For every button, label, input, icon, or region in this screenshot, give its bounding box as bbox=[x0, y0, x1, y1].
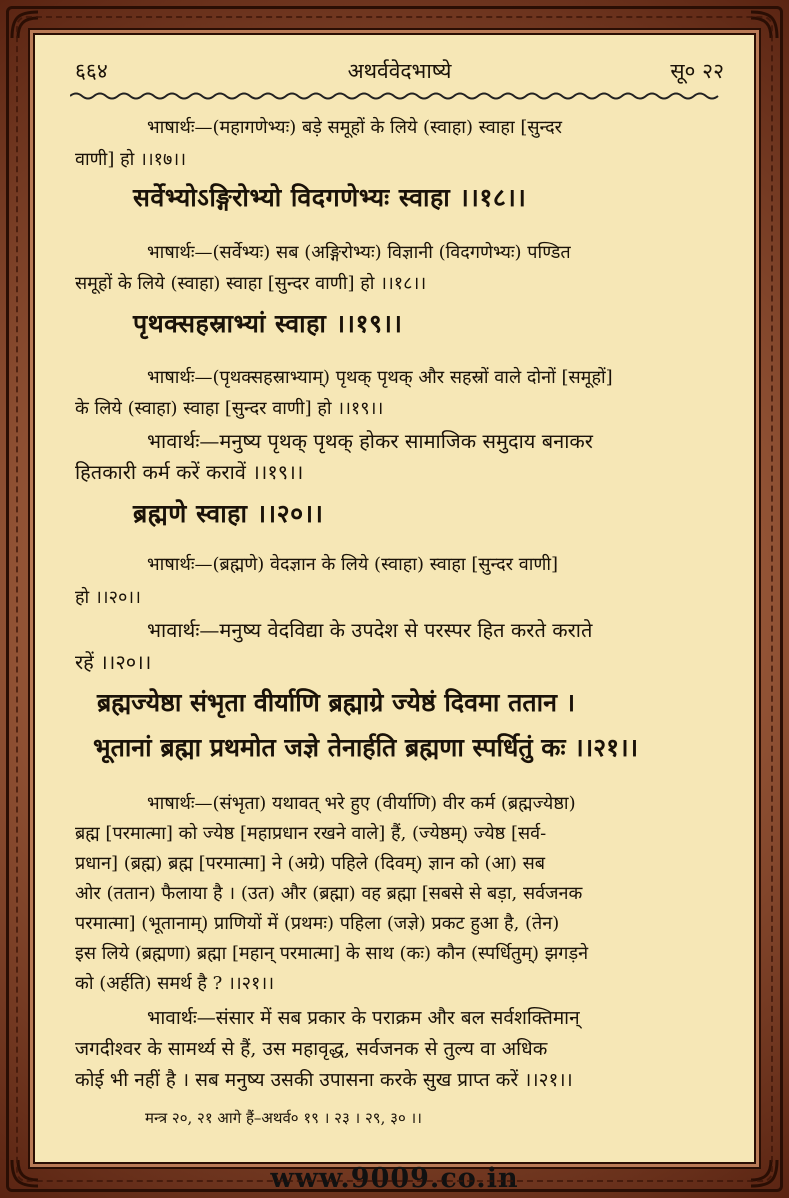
text-line: जगदीश्वर के सामर्थ्य से हैं, उस महावृद्ध, सर्वजनक से तुल्य वा अधिक bbox=[75, 1038, 548, 1060]
sukta-number: सू० २२ bbox=[670, 59, 724, 83]
page-header bbox=[75, 57, 724, 87]
text-line: भाषार्थः—(महागणेभ्यः) बड़े समूहों के लिये (स्वाहा) स्वाहा [सुन्दर bbox=[147, 117, 563, 138]
footnote: मन्त्र २०, २१ आगे हैं–अथर्व० १९ । २३ । २९, ३० ।। bbox=[145, 1109, 422, 1127]
text-line: भावार्थः—मनुष्य वेदविद्या के उपदेश से परस्पर हित करते कराते bbox=[147, 618, 593, 642]
text-line: परमात्मा] (भूतानाम्) प्राणियों में (प्रथमः) पहिला (जज्ञे) प्रकट हुआ है, (तेन) bbox=[75, 913, 560, 934]
mantra-line: ब्रह्मज्येष्ठा संभृता वीर्याणि ब्रह्माग्रे ज्येष्ठं दिवमा ततान । bbox=[97, 688, 576, 717]
book-title: अथर्ववेदभाष्ये bbox=[347, 59, 452, 83]
text-line: इस लिये (ब्रह्मणा) ब्रह्मा [महान् परमात्मा] के साथ (कः) कौन (स्पर्धितुम्) झगड़ने bbox=[75, 943, 589, 964]
text-line: के लिये (स्वाहा) स्वाहा [सुन्दर वाणी] हो ।।१९।। bbox=[75, 398, 384, 419]
page-number: ६६४ bbox=[75, 59, 108, 83]
text-line: हितकारी कर्म करें करावें ।।१९।। bbox=[75, 460, 304, 484]
text-line: वाणी] हो ।।१७।। bbox=[75, 149, 187, 170]
text-line: समूहों के लिये (स्वाहा) स्वाहा [सुन्दर वाणी] हो ।।१८।। bbox=[75, 273, 427, 294]
mantra-line: सर्वेभ्योऽङ्गिरोभ्यो विदगणेभ्यः स्वाहा ।।१८।। bbox=[133, 183, 527, 212]
text-line: भावार्थः—मनुष्य पृथक् पृथक् होकर सामाजिक समुदाय बनाकर bbox=[147, 429, 593, 453]
text-line: कोई भी नहीं है । सब मनुष्य उसकी उपासना करके सुख प्राप्त करें ।।२१।। bbox=[75, 1069, 573, 1091]
text-line: भाषार्थः—(पृथक्सहस्राभ्याम्) पृथक् पृथक् और सहस्रों वाले दोनों [समूहों] bbox=[147, 367, 613, 388]
text-line: ब्रह्म [परमात्मा] को ज्येष्ठ [महाप्रधान रखने वाले] हैं, (ज्येष्ठम्) ज्येष्ठ [सर्व- bbox=[75, 823, 547, 844]
text-line: ओर (ततान) फैलाया है । (उत) और (ब्रह्मा) वह ब्रह्मा [सबसे से बड़ा, सर्वजनक bbox=[75, 883, 583, 904]
text-line: रहें ।।२०।। bbox=[75, 650, 152, 674]
mantra-line: ब्रह्मणे स्वाहा ।।२०।। bbox=[133, 499, 324, 528]
book-page bbox=[35, 35, 754, 1162]
corner-ornament-icon bbox=[747, 8, 781, 42]
mantra-line: भूतानां ब्रह्मा प्रथमोत जज्ञे तेनार्हति ब्रह्मणा स्पर्धितुं कः ।।२१।। bbox=[93, 733, 639, 762]
corner-ornament-icon bbox=[8, 8, 42, 42]
text-line: भाषार्थः—(सर्वेभ्यः) सब (अङ्गिरोभ्यः) विज्ञानी (विदगणेभ्यः) पण्डित bbox=[147, 242, 571, 263]
text-line: भावार्थः—संसार में सब प्रकार के पराक्रम और बल सर्वशक्तिमान् bbox=[147, 1007, 580, 1029]
text-line: को (अर्हति) समर्थ है ? ।।२१।। bbox=[75, 973, 275, 994]
header-divider bbox=[70, 91, 726, 101]
text-line: भाषार्थः—(संभृता) यथावत् भरे हुए (वीर्याणि) वीर कर्म (ब्रह्मज्येष्ठा) bbox=[147, 793, 576, 814]
mantra-line: पृथक्सहस्राभ्यां स्वाहा ।।१९।। bbox=[133, 309, 403, 338]
text-line: भाषार्थः—(ब्रह्मणे) वेदज्ञान के लिये (स्वाहा) स्वाहा [सुन्दर वाणी] bbox=[147, 554, 559, 575]
text-line: हो ।।२०।। bbox=[75, 587, 141, 608]
text-line: प्रधान] (ब्रह्म) ब्रह्म [परमात्मा] ने (अग्रे) पहिले (दिवम्) ज्ञान को (आ) सब bbox=[75, 853, 546, 874]
website-watermark: www.9009.co.in bbox=[270, 1163, 519, 1194]
